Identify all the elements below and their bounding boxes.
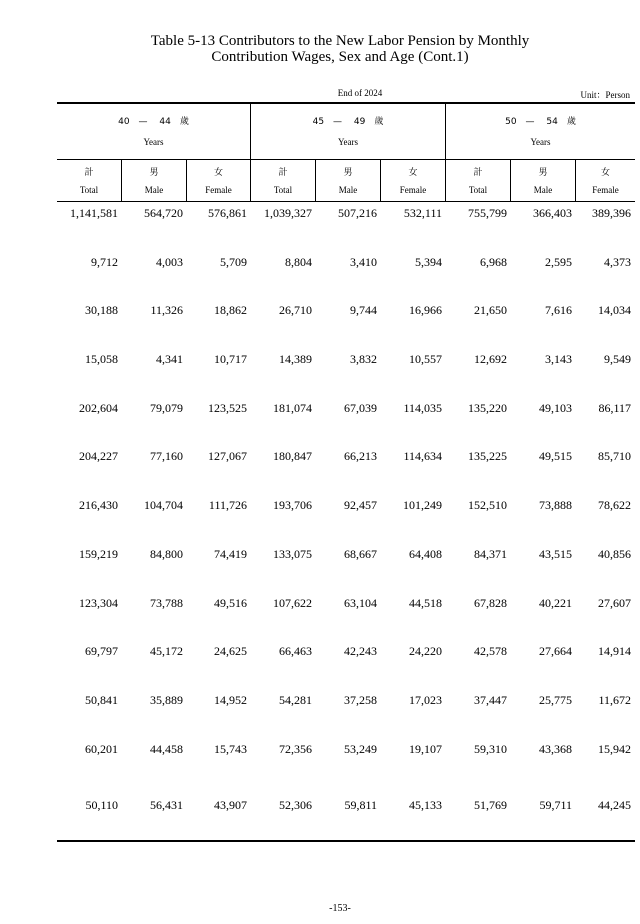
table-cell: 111,726 bbox=[208, 498, 247, 513]
table-cell: 66,463 bbox=[279, 644, 312, 659]
table-cell: 15,058 bbox=[85, 352, 118, 367]
table-cell: 193,706 bbox=[273, 498, 312, 513]
table-cell: 60,201 bbox=[85, 741, 118, 756]
table-cell: 40,856 bbox=[598, 546, 631, 561]
table-cell: 5,709 bbox=[220, 254, 247, 269]
table-cell: 12,692 bbox=[474, 352, 507, 367]
table-cell: 104,704 bbox=[144, 498, 183, 513]
table-row bbox=[57, 790, 635, 847]
table-cell: 159,219 bbox=[79, 546, 118, 561]
table-cell: 564,720 bbox=[144, 206, 183, 220]
table-cell: 123,304 bbox=[79, 595, 118, 610]
table-cell: 9,712 bbox=[91, 254, 118, 269]
table-row bbox=[57, 644, 635, 693]
table-cell: 73,888 bbox=[539, 498, 572, 513]
table-cell: 532,111 bbox=[403, 206, 442, 220]
table-cell: 49,515 bbox=[539, 449, 572, 464]
table-cell: 9,549 bbox=[604, 352, 631, 367]
table-cell: 67,039 bbox=[344, 400, 377, 415]
table-cell: 127,067 bbox=[208, 449, 247, 464]
age-group-label: Years bbox=[337, 137, 359, 147]
table-cell: 53,249 bbox=[344, 741, 377, 756]
subheader-female: 女 Female bbox=[399, 168, 427, 195]
subheader-female: 女 Female bbox=[205, 168, 232, 195]
table-cell: 3,410 bbox=[350, 254, 377, 269]
table-cell: 15,743 bbox=[214, 741, 247, 756]
table-cell: 8,804 bbox=[285, 254, 312, 269]
age-group-header bbox=[446, 116, 635, 148]
table-row bbox=[57, 596, 635, 645]
table-cell: 135,225 bbox=[468, 449, 507, 464]
table-cell: 507,216 bbox=[338, 206, 377, 220]
age-group-header bbox=[57, 116, 250, 148]
table-cell: 63,104 bbox=[344, 595, 377, 610]
table-cell: 45,172 bbox=[150, 644, 183, 659]
table-cell: 69,797 bbox=[85, 644, 118, 659]
table-cell: 77,160 bbox=[150, 449, 183, 464]
table-cell: 45,133 bbox=[409, 798, 442, 813]
table-cell: 67,828 bbox=[474, 595, 507, 610]
table-cell: 86,117 bbox=[598, 400, 631, 415]
table-title-line2: Contribution Wages, Sex and Age (Cont.1) bbox=[211, 49, 469, 65]
table-cell: 43,515 bbox=[539, 546, 572, 561]
table-cell: 59,711 bbox=[539, 798, 572, 813]
table-cell: 152,510 bbox=[468, 498, 507, 513]
table-cell: 68,667 bbox=[344, 546, 377, 561]
table-cell: 181,074 bbox=[273, 400, 312, 415]
table-cell: 2,595 bbox=[545, 254, 572, 269]
table-cell: 14,914 bbox=[598, 644, 631, 659]
table-row bbox=[57, 303, 635, 352]
age-group-range: 40 — 44 歲 bbox=[118, 117, 189, 127]
table-top-rule bbox=[57, 102, 635, 104]
age-group-range: 50 — 54 歲 bbox=[505, 117, 576, 127]
table-cell: 42,243 bbox=[344, 644, 377, 659]
table-cell: 10,557 bbox=[409, 352, 442, 367]
table-cell: 15,942 bbox=[598, 741, 631, 756]
unit-label: Unit：Person bbox=[580, 90, 630, 100]
page-number: -153- bbox=[329, 903, 351, 914]
table-cell: 59,811 bbox=[344, 798, 377, 813]
table-cell: 6,968 bbox=[480, 254, 507, 269]
table-cell: 37,258 bbox=[344, 692, 377, 707]
table-cell: 66,213 bbox=[344, 449, 377, 464]
table-cell: 389,396 bbox=[592, 206, 631, 220]
table-cell: 43,368 bbox=[539, 741, 572, 756]
subheader-male: 男 Male bbox=[338, 168, 358, 195]
age-group-range: 45 — 49 歲 bbox=[312, 117, 384, 127]
table-cell: 52,306 bbox=[279, 798, 312, 813]
table-cell: 44,458 bbox=[150, 741, 183, 756]
table-cell: 54,281 bbox=[279, 692, 312, 707]
table-cell: 107,622 bbox=[273, 595, 312, 610]
table-cell: 3,832 bbox=[350, 352, 377, 367]
table-row bbox=[57, 401, 635, 450]
table-cell: 44,245 bbox=[598, 798, 631, 813]
table-cell: 755,799 bbox=[468, 206, 507, 220]
table-cell: 44,518 bbox=[409, 595, 442, 610]
table-cell: 49,103 bbox=[539, 400, 572, 415]
table-cell: 50,841 bbox=[85, 692, 118, 707]
table-cell: 85,710 bbox=[598, 449, 631, 464]
table-cell: 27,607 bbox=[598, 595, 631, 610]
table-cell: 5,394 bbox=[415, 254, 442, 269]
table-cell: 78,622 bbox=[598, 498, 631, 513]
table-cell: 37,447 bbox=[474, 692, 507, 707]
period-label: End of 2024 bbox=[337, 88, 383, 98]
subheader-total: 計 Total bbox=[468, 168, 488, 195]
table-cell: 4,373 bbox=[604, 254, 631, 269]
table-cell: 123,525 bbox=[208, 400, 247, 415]
table-cell: 133,075 bbox=[273, 546, 312, 561]
table-row bbox=[57, 206, 635, 255]
table-cell: 50,110 bbox=[85, 798, 118, 813]
table-row bbox=[57, 255, 635, 304]
table-cell: 30,188 bbox=[85, 303, 118, 318]
table-cell: 114,634 bbox=[403, 449, 442, 464]
table-cell: 1,039,327 bbox=[264, 206, 312, 220]
table-cell: 14,952 bbox=[214, 692, 247, 707]
table-cell: 4,003 bbox=[156, 254, 183, 269]
subheader-total: 計 Total bbox=[79, 168, 99, 195]
table-row bbox=[57, 498, 635, 547]
subheader-total: 計 Total bbox=[273, 168, 293, 195]
subheader-female: 女 Female bbox=[592, 168, 619, 195]
table-cell: 16,966 bbox=[409, 303, 442, 318]
table-row bbox=[57, 547, 635, 596]
table-cell: 26,710 bbox=[279, 303, 312, 318]
table-cell: 35,889 bbox=[150, 692, 183, 707]
table-cell: 7,616 bbox=[545, 303, 572, 318]
table-cell: 4,341 bbox=[156, 352, 183, 367]
table-cell: 135,220 bbox=[468, 400, 507, 415]
header-divider bbox=[57, 159, 635, 160]
table-row bbox=[57, 449, 635, 498]
table-cell: 9,744 bbox=[350, 303, 377, 318]
table-cell: 21,650 bbox=[474, 303, 507, 318]
table-cell: 10,717 bbox=[214, 352, 247, 367]
table-cell: 42,578 bbox=[474, 644, 507, 659]
table-cell: 24,220 bbox=[409, 644, 442, 659]
table-cell: 101,249 bbox=[403, 498, 442, 513]
table-row bbox=[57, 693, 635, 742]
table-cell: 40,221 bbox=[539, 595, 572, 610]
table-cell: 18,862 bbox=[214, 303, 247, 318]
table-cell: 72,356 bbox=[279, 741, 312, 756]
table-cell: 43,907 bbox=[214, 798, 247, 813]
table-cell: 49,516 bbox=[214, 595, 247, 610]
table-cell: 25,775 bbox=[539, 692, 572, 707]
table-cell: 180,847 bbox=[273, 449, 312, 464]
age-group-label: Years bbox=[530, 137, 551, 147]
table-cell: 27,664 bbox=[539, 644, 572, 659]
header-bottom-rule bbox=[57, 201, 635, 202]
table-cell: 19,107 bbox=[409, 741, 442, 756]
table-cell: 204,227 bbox=[79, 449, 118, 464]
table-cell: 74,419 bbox=[214, 546, 247, 561]
table-title-line1: Table 5-13 Contributors to the New Labor Pension by Monthly bbox=[150, 33, 530, 49]
table-cell: 92,457 bbox=[344, 498, 377, 513]
table-cell: 64,408 bbox=[409, 546, 442, 561]
table-cell: 84,371 bbox=[474, 546, 507, 561]
table-cell: 73,788 bbox=[150, 595, 183, 610]
subheader-male: 男 Male bbox=[533, 168, 553, 195]
table-row bbox=[57, 742, 635, 791]
table-cell: 14,389 bbox=[279, 352, 312, 367]
table-cell: 11,326 bbox=[150, 303, 183, 318]
age-group-header bbox=[251, 116, 445, 148]
subheader-male: 男 Male bbox=[144, 168, 164, 195]
age-group-label: Years bbox=[143, 137, 164, 147]
table-cell: 366,403 bbox=[533, 206, 572, 220]
table-row bbox=[57, 352, 635, 401]
table-cell: 84,800 bbox=[150, 546, 183, 561]
table-cell: 56,431 bbox=[150, 798, 183, 813]
data-table bbox=[57, 206, 635, 847]
table-cell: 14,034 bbox=[598, 303, 631, 318]
table-cell: 17,023 bbox=[409, 692, 442, 707]
table-cell: 202,604 bbox=[79, 400, 118, 415]
table-cell: 114,035 bbox=[403, 400, 442, 415]
table-cell: 3,143 bbox=[545, 352, 572, 367]
table-cell: 51,769 bbox=[474, 798, 507, 813]
table-cell: 1,141,581 bbox=[70, 206, 118, 220]
table-cell: 576,861 bbox=[208, 206, 247, 220]
table-cell: 11,672 bbox=[598, 692, 631, 707]
table-cell: 216,430 bbox=[79, 498, 118, 513]
table-cell: 24,625 bbox=[214, 644, 247, 659]
table-cell: 79,079 bbox=[150, 400, 183, 415]
table-cell: 59,310 bbox=[474, 741, 507, 756]
